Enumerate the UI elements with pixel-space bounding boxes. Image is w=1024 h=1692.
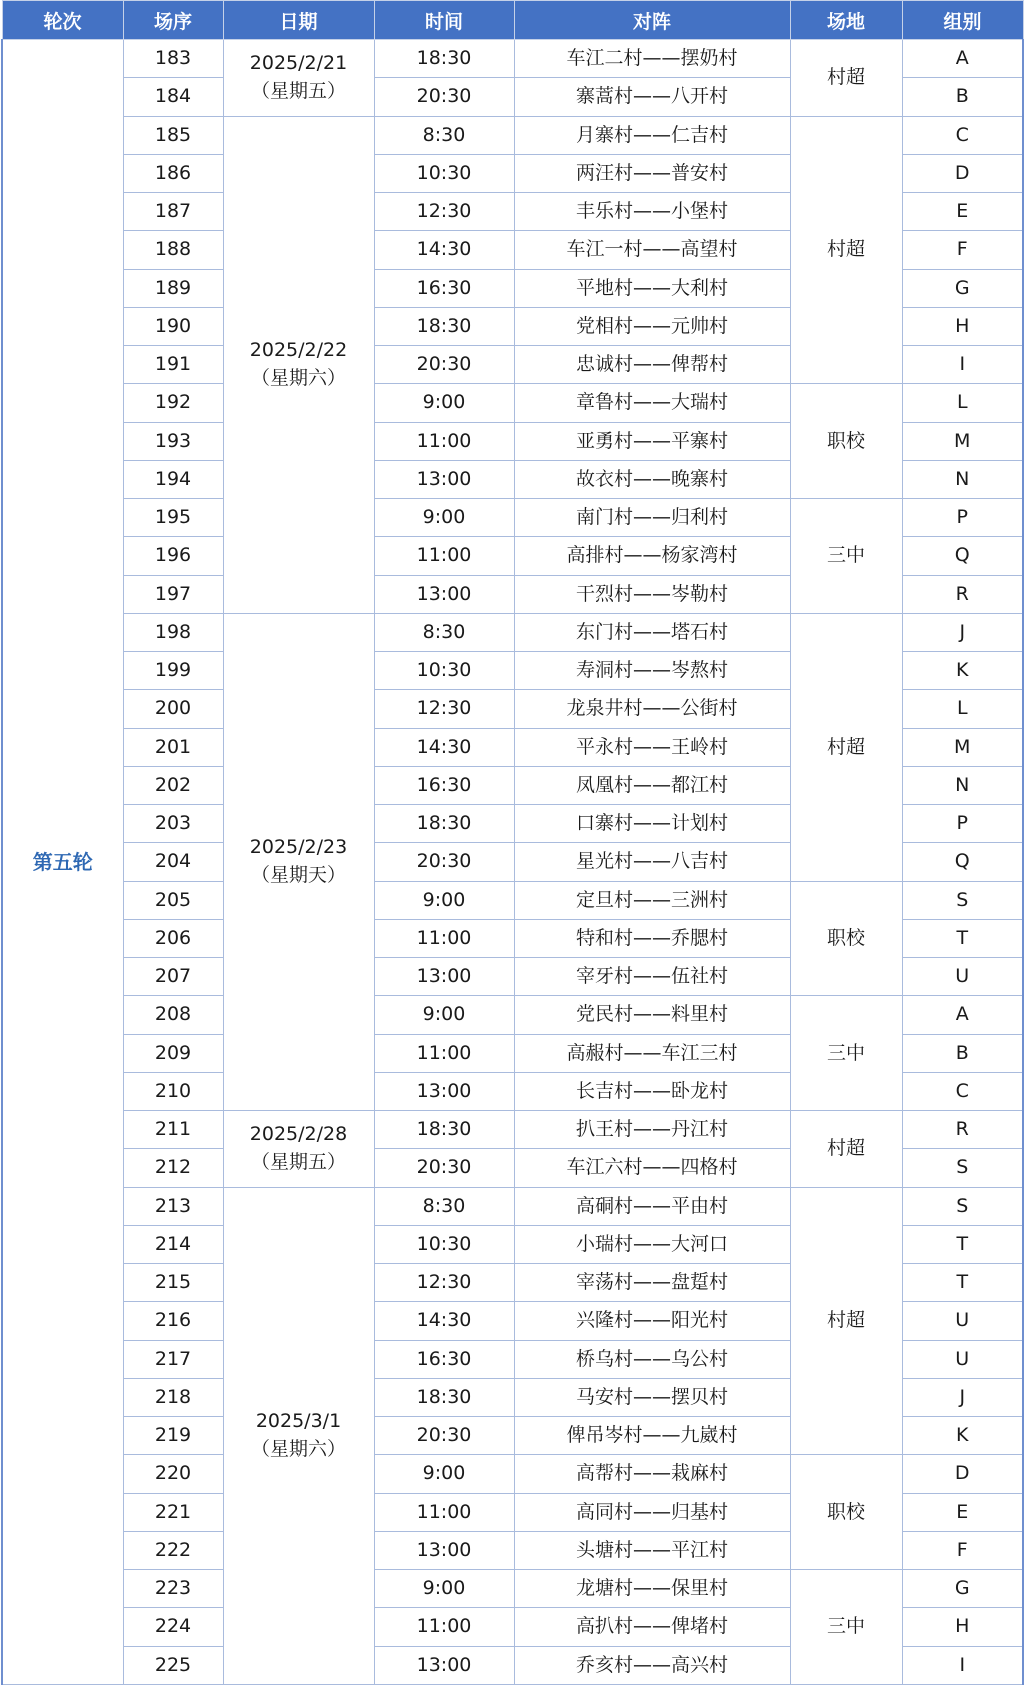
match-time: 20:30 xyxy=(374,346,514,384)
match-number: 187 xyxy=(123,193,223,231)
matchup: 党相村——元帅村 xyxy=(514,307,790,345)
match-number: 195 xyxy=(123,499,223,537)
match-time: 12:30 xyxy=(374,193,514,231)
group-cell: S xyxy=(902,1149,1023,1187)
match-time: 20:30 xyxy=(374,78,514,116)
match-number: 206 xyxy=(123,919,223,957)
table-row xyxy=(2,40,1023,78)
matchup: 扒王村——丹江村 xyxy=(514,1111,790,1149)
date-value: 2025/3/1 xyxy=(255,1410,342,1433)
matchup: 月寨村——仁吉村 xyxy=(514,116,790,154)
matchup: 干烈村——岑勒村 xyxy=(514,575,790,613)
group-cell: F xyxy=(902,231,1023,269)
group-cell: D xyxy=(902,1455,1023,1493)
weekday-value: （星期天） xyxy=(250,863,346,886)
match-number: 203 xyxy=(123,805,223,843)
match-number: 185 xyxy=(123,116,223,154)
matchup: 寿洞村——岑熬村 xyxy=(514,652,790,690)
match-time: 16:30 xyxy=(374,766,514,804)
group-cell: E xyxy=(902,1493,1023,1531)
match-time: 10:30 xyxy=(374,652,514,690)
match-number: 218 xyxy=(123,1378,223,1416)
match-number: 204 xyxy=(123,843,223,881)
match-time: 13:00 xyxy=(374,575,514,613)
match-number: 220 xyxy=(123,1455,223,1493)
match-time: 16:30 xyxy=(374,269,514,307)
match-time: 13:00 xyxy=(374,958,514,996)
match-number: 184 xyxy=(123,78,223,116)
match-number: 200 xyxy=(123,690,223,728)
match-number: 212 xyxy=(123,1149,223,1187)
match-number: 219 xyxy=(123,1417,223,1455)
matchup: 亚勇村——平寨村 xyxy=(514,422,790,460)
group-cell: S xyxy=(902,881,1023,919)
match-time: 9:00 xyxy=(374,1455,514,1493)
venue-cell: 三中 xyxy=(790,499,902,614)
match-number: 197 xyxy=(123,575,223,613)
venue-cell: 村超 xyxy=(790,1111,902,1188)
matchup: 两汪村——普安村 xyxy=(514,154,790,192)
group-cell: E xyxy=(902,193,1023,231)
table-row xyxy=(2,1187,1023,1225)
table-body xyxy=(2,40,1023,1685)
match-number: 191 xyxy=(123,346,223,384)
group-cell: D xyxy=(902,154,1023,192)
match-time: 18:30 xyxy=(374,805,514,843)
venue-cell: 职校 xyxy=(790,384,902,499)
date-cell xyxy=(223,1111,374,1188)
match-time: 20:30 xyxy=(374,1417,514,1455)
match-time: 13:00 xyxy=(374,1531,514,1569)
match-time: 18:30 xyxy=(374,1378,514,1416)
date-value: 2025/2/22 xyxy=(249,339,348,362)
group-cell: J xyxy=(902,1378,1023,1416)
match-number: 189 xyxy=(123,269,223,307)
match-time: 13:00 xyxy=(374,1646,514,1684)
group-cell: Q xyxy=(902,843,1023,881)
matchup: 口寨村——计划村 xyxy=(514,805,790,843)
matchup: 特和村——乔腮村 xyxy=(514,919,790,957)
matchup: 定旦村——三洲村 xyxy=(514,881,790,919)
group-cell: Q xyxy=(902,537,1023,575)
match-time: 11:00 xyxy=(374,422,514,460)
match-number: 215 xyxy=(123,1264,223,1302)
group-cell: L xyxy=(902,384,1023,422)
header-time: 时间 xyxy=(374,1,514,40)
group-cell: C xyxy=(902,116,1023,154)
match-number: 199 xyxy=(123,652,223,690)
table-row xyxy=(2,116,1023,154)
match-number: 210 xyxy=(123,1072,223,1110)
match-number: 205 xyxy=(123,881,223,919)
matchup: 寨蒿村——八开村 xyxy=(514,78,790,116)
match-number: 208 xyxy=(123,996,223,1034)
matchup: 龙泉井村——公街村 xyxy=(514,690,790,728)
group-cell: H xyxy=(902,307,1023,345)
match-number: 223 xyxy=(123,1570,223,1608)
match-time: 11:00 xyxy=(374,1608,514,1646)
match-number: 190 xyxy=(123,307,223,345)
match-time: 8:30 xyxy=(374,116,514,154)
matchup: 星光村——八吉村 xyxy=(514,843,790,881)
group-cell: A xyxy=(902,996,1023,1034)
matchup: 马安村——摆贝村 xyxy=(514,1378,790,1416)
match-number: 209 xyxy=(123,1034,223,1072)
group-cell: C xyxy=(902,1072,1023,1110)
group-cell: U xyxy=(902,1302,1023,1340)
group-cell: I xyxy=(902,346,1023,384)
match-time: 16:30 xyxy=(374,1340,514,1378)
table-row xyxy=(2,881,1023,919)
match-number: 221 xyxy=(123,1493,223,1531)
match-time: 18:30 xyxy=(374,40,514,78)
date-cell xyxy=(223,613,374,1110)
match-number: 196 xyxy=(123,537,223,575)
group-cell: H xyxy=(902,1608,1023,1646)
venue-cell: 村超 xyxy=(790,613,902,881)
group-cell: R xyxy=(902,1111,1023,1149)
match-time: 13:00 xyxy=(374,460,514,498)
venue-cell: 村超 xyxy=(790,1187,902,1455)
match-time: 12:30 xyxy=(374,690,514,728)
group-cell: R xyxy=(902,575,1023,613)
table-header xyxy=(2,1,1023,40)
matchup: 故衣村——晚寨村 xyxy=(514,460,790,498)
match-time: 11:00 xyxy=(374,1493,514,1531)
match-time: 9:00 xyxy=(374,1570,514,1608)
match-number: 211 xyxy=(123,1111,223,1149)
match-time: 8:30 xyxy=(374,613,514,651)
matchup: 兴隆村——阳光村 xyxy=(514,1302,790,1340)
venue-cell: 村超 xyxy=(790,40,902,117)
date-value: 2025/2/28 xyxy=(249,1123,348,1146)
match-number: 225 xyxy=(123,1646,223,1684)
match-time: 9:00 xyxy=(374,384,514,422)
schedule-table xyxy=(1,0,1024,1685)
header-matchup: 对阵 xyxy=(514,1,790,40)
group-cell: B xyxy=(902,78,1023,116)
table-row xyxy=(2,1570,1023,1608)
matchup: 高帮村——栽麻村 xyxy=(514,1455,790,1493)
matchup: 头塘村——平江村 xyxy=(514,1531,790,1569)
match-time: 11:00 xyxy=(374,1034,514,1072)
match-time: 14:30 xyxy=(374,231,514,269)
matchup: 丰乐村——小堡村 xyxy=(514,193,790,231)
date-cell xyxy=(223,1187,374,1684)
header-date: 日期 xyxy=(223,1,374,40)
table-row xyxy=(2,499,1023,537)
group-cell: T xyxy=(902,919,1023,957)
date-cell xyxy=(223,40,374,117)
match-time: 9:00 xyxy=(374,996,514,1034)
group-cell: A xyxy=(902,40,1023,78)
venue-cell: 三中 xyxy=(790,996,902,1111)
match-number: 198 xyxy=(123,613,223,651)
header-row xyxy=(2,1,1023,40)
matchup: 南门村——归利村 xyxy=(514,499,790,537)
date-cell xyxy=(223,116,374,613)
match-time: 13:00 xyxy=(374,1072,514,1110)
matchup: 高同村——归基村 xyxy=(514,1493,790,1531)
weekday-value: （星期六） xyxy=(250,1437,346,1460)
matchup: 凤凰村——都江村 xyxy=(514,766,790,804)
header-match-number: 场序 xyxy=(123,1,223,40)
matchup: 忠诚村——俾帮村 xyxy=(514,346,790,384)
header-venue: 场地 xyxy=(790,1,902,40)
match-time: 9:00 xyxy=(374,881,514,919)
table-row xyxy=(2,1455,1023,1493)
matchup: 宰牙村——伍社村 xyxy=(514,958,790,996)
match-number: 214 xyxy=(123,1225,223,1263)
table-row xyxy=(2,613,1023,651)
date-value: 2025/2/21 xyxy=(249,52,348,75)
matchup: 党民村——料里村 xyxy=(514,996,790,1034)
group-cell: M xyxy=(902,422,1023,460)
group-cell: T xyxy=(902,1225,1023,1263)
date-value: 2025/2/23 xyxy=(249,836,348,859)
match-number: 188 xyxy=(123,231,223,269)
matchup: 高赧村——车江三村 xyxy=(514,1034,790,1072)
venue-cell: 三中 xyxy=(790,1570,902,1685)
group-cell: I xyxy=(902,1646,1023,1684)
match-time: 12:30 xyxy=(374,1264,514,1302)
header-group: 组别 xyxy=(902,1,1023,40)
match-time: 10:30 xyxy=(374,154,514,192)
match-time: 8:30 xyxy=(374,1187,514,1225)
table-row xyxy=(2,1111,1023,1149)
matchup: 平永村——王岭村 xyxy=(514,728,790,766)
group-cell: N xyxy=(902,766,1023,804)
match-time: 11:00 xyxy=(374,919,514,957)
match-time: 14:30 xyxy=(374,1302,514,1340)
group-cell: S xyxy=(902,1187,1023,1225)
group-cell: M xyxy=(902,728,1023,766)
match-time: 10:30 xyxy=(374,1225,514,1263)
matchup: 高扒村——俾堵村 xyxy=(514,1608,790,1646)
match-time: 11:00 xyxy=(374,537,514,575)
matchup: 高硐村——平由村 xyxy=(514,1187,790,1225)
group-cell: K xyxy=(902,652,1023,690)
weekday-value: （星期六） xyxy=(250,366,346,389)
venue-cell: 村超 xyxy=(790,116,902,384)
match-number: 224 xyxy=(123,1608,223,1646)
group-cell: N xyxy=(902,460,1023,498)
match-number: 216 xyxy=(123,1302,223,1340)
group-cell: F xyxy=(902,1531,1023,1569)
group-cell: G xyxy=(902,269,1023,307)
matchup: 长吉村——卧龙村 xyxy=(514,1072,790,1110)
table-row xyxy=(2,384,1023,422)
match-time: 18:30 xyxy=(374,307,514,345)
group-cell: G xyxy=(902,1570,1023,1608)
match-number: 194 xyxy=(123,460,223,498)
match-number: 193 xyxy=(123,422,223,460)
weekday-value: （星期五） xyxy=(250,79,346,102)
group-cell: P xyxy=(902,805,1023,843)
match-number: 201 xyxy=(123,728,223,766)
match-time: 20:30 xyxy=(374,1149,514,1187)
matchup: 章鲁村——大瑞村 xyxy=(514,384,790,422)
matchup: 龙塘村——保里村 xyxy=(514,1570,790,1608)
matchup: 平地村——大利村 xyxy=(514,269,790,307)
matchup: 俾吊岑村——九崴村 xyxy=(514,1417,790,1455)
match-number: 213 xyxy=(123,1187,223,1225)
matchup: 乔亥村——高兴村 xyxy=(514,1646,790,1684)
header-round: 轮次 xyxy=(2,1,123,40)
matchup: 宰荡村——盘踅村 xyxy=(514,1264,790,1302)
match-number: 186 xyxy=(123,154,223,192)
weekday-value: （星期五） xyxy=(250,1150,346,1173)
group-cell: T xyxy=(902,1264,1023,1302)
matchup: 东门村——塔石村 xyxy=(514,613,790,651)
group-cell: B xyxy=(902,1034,1023,1072)
matchup: 小瑞村——大河口 xyxy=(514,1225,790,1263)
venue-cell: 职校 xyxy=(790,1455,902,1570)
group-cell: K xyxy=(902,1417,1023,1455)
match-number: 207 xyxy=(123,958,223,996)
match-time: 9:00 xyxy=(374,499,514,537)
group-cell: J xyxy=(902,613,1023,651)
match-time: 20:30 xyxy=(374,843,514,881)
matchup: 桥乌村——乌公村 xyxy=(514,1340,790,1378)
group-cell: U xyxy=(902,1340,1023,1378)
match-number: 222 xyxy=(123,1531,223,1569)
match-time: 18:30 xyxy=(374,1111,514,1149)
match-number: 202 xyxy=(123,766,223,804)
matchup: 车江六村——四格村 xyxy=(514,1149,790,1187)
venue-cell: 职校 xyxy=(790,881,902,996)
match-number: 183 xyxy=(123,40,223,78)
round-label: 第五轮 xyxy=(2,40,123,1685)
match-number: 217 xyxy=(123,1340,223,1378)
group-cell: L xyxy=(902,690,1023,728)
matchup: 车江二村——摆奶村 xyxy=(514,40,790,78)
match-number: 192 xyxy=(123,384,223,422)
match-time: 14:30 xyxy=(374,728,514,766)
matchup: 高排村——杨家湾村 xyxy=(514,537,790,575)
group-cell: P xyxy=(902,499,1023,537)
matchup: 车江一村——高望村 xyxy=(514,231,790,269)
table-row xyxy=(2,996,1023,1034)
group-cell: U xyxy=(902,958,1023,996)
